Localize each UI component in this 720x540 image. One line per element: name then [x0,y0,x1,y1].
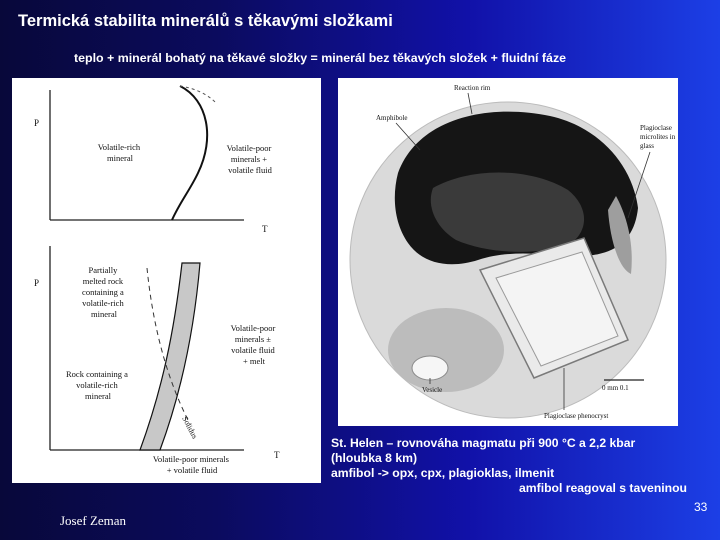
caption-line-1: St. Helen – rovnováha magmatu při 900 °C a 2,2 kbar [331,436,636,450]
rock-containing-label: Rock containing a volatile-rich mineral [66,369,128,401]
slide-title: Termická stabilita minerálů s těkavými složkami [18,12,393,30]
bottom-t-label: T [274,450,280,460]
plagioclase-phenocryst-label: Plagioclase phenocryst [544,412,609,420]
plagioclase-microlites-label: Plagioclase microlites in glass [640,124,676,150]
caption-line-2: (hloubka 8 km) [331,451,418,465]
amphibole-label: Amphibole [376,114,408,122]
solidus-label: Solidus [180,414,200,441]
reaction-rim-label: Reaction rim [454,84,491,92]
scale-label: 0 mm 0.1 [602,384,629,392]
vesicle-label: Vesicle [422,386,443,394]
phase-diagram-figure [12,78,321,483]
bottom-diagram [34,246,280,475]
bottom-p-label: P [34,278,40,288]
slide-subtitle: teplo + minerál bohatý na těkavé složky = minerál bez těkavých složek + fluidní fáze [74,51,567,65]
caption-line-4: amfibol reagoval s taveninou [519,481,687,495]
volatile-poor-fluid-label: Volatile-poor minerals + volatile fluid [152,454,229,475]
caption-line-3: amfibol -> opx, cpx, plagioklas, ilmenit [331,466,555,480]
vesicle-shape [412,356,448,380]
micrograph-figure [338,78,678,426]
top-p-label: P [34,118,40,128]
partially-melted-label: Partially melted rock containing a volatile-rich mineral [82,265,124,319]
top-right-region-label: Volatile-poor minerals + volatile fluid [226,143,272,175]
top-t-label: T [262,224,268,234]
top-diagram [34,86,273,234]
author-name: Josef Zeman [60,513,127,528]
top-curve [172,86,207,220]
matrix-shape [388,308,504,392]
micrograph-svg [338,78,678,426]
phase-diagrams-svg [12,78,321,483]
top-left-region-label: Volatile-rich mineral [97,142,141,163]
caption [331,436,687,496]
page-number: 33 [694,500,708,514]
volatile-poor-melt-label: Volatile-poor minerals ± volatile fluid + melt [230,323,276,366]
